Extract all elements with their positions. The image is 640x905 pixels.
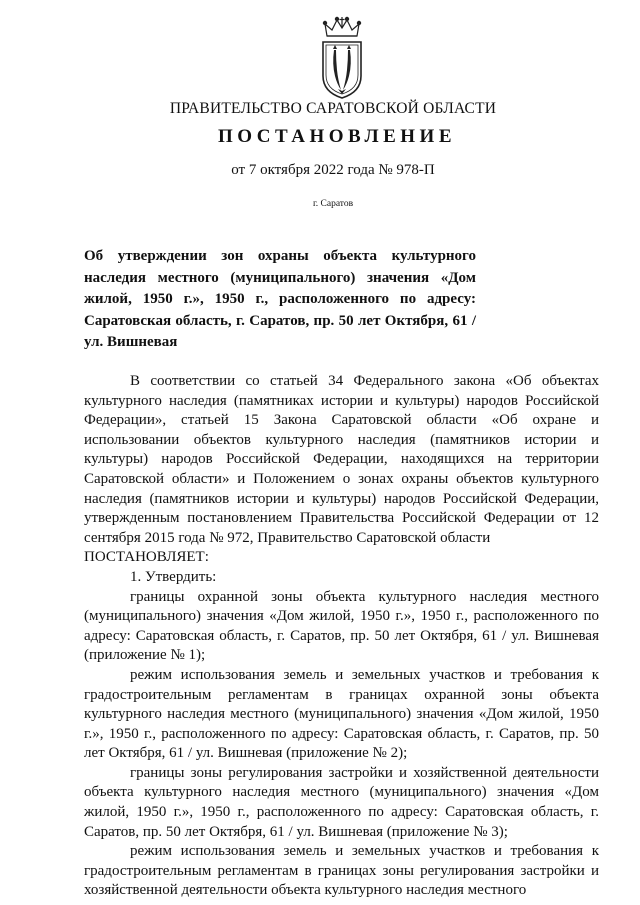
document-type: ПОСТАНОВЛЕНИЕ (217, 126, 457, 147)
document-city: г. Саратов (312, 199, 354, 209)
body-paragraph: режим использования земель и земельных участков и требования к градостроительным регламентам в границах охранной зоны объекта культурного наследия местного (муниципального) значения «Дом жилой, 1950 г.», 1950 г., расположенного по адресу: Саратовская область, г. Саратов, пр. 50 лет Октября, 61 / ул. Вишневая (приложение № 2); (84, 666, 599, 762)
document-date-number: от 7 октября 2022 года № 978-П (231, 162, 435, 178)
body-paragraph: границы охранной зоны объекта культурного наследия местного (муниципального) значения «Дом жилой, 1950 г.», 1950 г., расположенного по адресу: Саратовская область, г. Саратов, пр. 50 лет Октября, 61 / ул. Вишневая (приложение № 1); (84, 588, 599, 664)
decree-word: ПОСТАНОВЛЯЕТ: (84, 549, 209, 566)
body-paragraph: границы зоны регулирования застройки и хозяйственной деятельности объекта культурного наследия местного (муниципального) значения «Дом жилой, 1950 г.», 1950 г., расположенного по адресу: Саратовская область, г. Саратов, пр. 50 лет Октября, 61 / ул. Вишневая (приложение № 3); (84, 764, 599, 840)
document-body (84, 372, 599, 901)
document-title: Об утверждении зон охраны объекта культурного наследия местного (муниципального) значения «Дом жилой, 1950 г.», 1950 г., расположенного по адресу: Саратовская область, г. Саратов, пр. 50 лет Октября, 61 / ул. Вишневая (84, 248, 476, 350)
preamble-paragraph: В соответствии со статьей 34 Федерального закона «Об объектах культурного наследия (памятниках истории и культуры) народов Российской Федерации», статьей 15 Закона Саратовской области «Об охране и использовании объектов культурного наследия (памятников истории и культуры) народов Российской Федерации, находящихся на территории Саратовской области» и Положением о зонах охраны объектов культурного наследия (памятников истории и культуры) народов Российской Федерации, утвержденным постановлением Правительства Российской Федерации от 12 сентября 2015 года № 972, Правительство Саратовской области (84, 373, 599, 546)
item-1-heading: 1. Утвердить: (130, 568, 217, 585)
government-name: ПРАВИТЕЛЬСТВО САРАТОВСКОЙ ОБЛАСТИ (169, 100, 497, 117)
body-paragraph: режим использования земель и земельных участков и требования к градостроительным регламентам в границах зоны регулирования застройки и хозяйственной деятельности объекта культурного наследия местного (84, 843, 599, 899)
saratov-region-coat-of-arms-icon (319, 14, 365, 100)
